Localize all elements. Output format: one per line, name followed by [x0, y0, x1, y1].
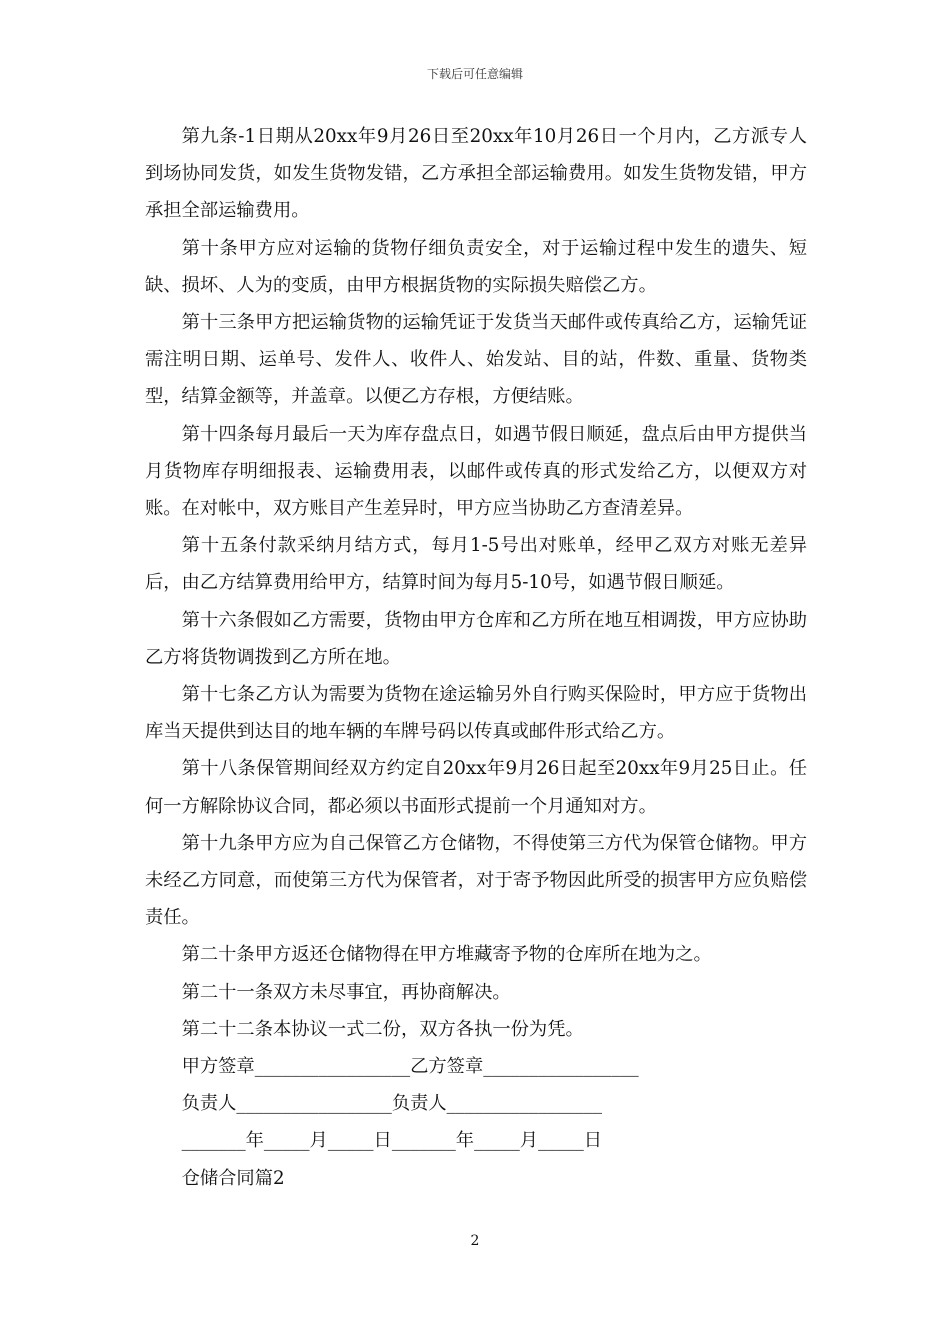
article-13: 第十三条甲方把运输货物的运输凭证于发货当天邮件或传真给乙方，运输凭证需注明日期、运单号、发件人、收件人、始发站、目的站，件数、重量、货物类型，结算金额等，并盖章。以便乙方存根，方便结账。: [145, 312, 807, 408]
article-18: 第十八条保管期间经双方约定自20xx年9月26日起至20xx年9月25日止。任何一方解除协议合同，都必须以书面形式提前一个月通知对方。: [145, 758, 807, 817]
article-16: 第十六条假如乙方需要，货物由甲方仓库和乙方所在地互相调拨，甲方应协助乙方将货物调拨到乙方所在地。: [145, 609, 807, 668]
article-19: 第十九条甲方应为自己保管乙方仓储物，不得使第三方代为保管仓储物。甲方未经乙方同意，而使第三方代为保管者，对于寄予物因此所受的损害甲方应负赔偿责任。: [145, 832, 807, 929]
page-number: 2: [470, 1233, 480, 1249]
section-title: 仓储合同篇2: [181, 1167, 285, 1189]
signature-responsible-line: 负责人_________________负责人_________________: [181, 1093, 603, 1115]
article-20: 第二十条甲方返还仓储物得在甲方堆藏寄予物的仓库所在地为之。: [181, 944, 712, 966]
document-body: [145, 118, 807, 1197]
article-9: 第九条-1日期从20xx年9月26日至20xx年10月26日一个月内，乙方派专人到场协同发货，如发生货物发错，乙方承担全部运输费用。如发生货物发错，甲方承担全部运输费用。: [145, 126, 807, 222]
article-21: 第二十一条双方未尽事宜，再协商解决。: [181, 981, 511, 1003]
article-14: 第十四条每月最后一天为库存盘点日，如遇节假日顺延，盘点后由甲方提供当月货物库存明细报表、运输费用表，以邮件或传真的形式发给乙方，以便双方对账。在对帐中，双方账目产生差异时，甲方应当协助乙方查清差异。: [145, 423, 807, 520]
page-header: 下载后可任意编辑: [426, 67, 523, 81]
article-10: 第十条甲方应对运输的货物仔细负责安全，对于运输过程中发生的遗失、短缺、损坏、人为的变质，由甲方根据货物的实际损失赔偿乙方。: [145, 237, 807, 296]
signature-date-line: _______年_____月_____日_______年_____月_____日: [181, 1130, 603, 1152]
article-22: 第二十二条本协议一式二份，双方各执一份为凭。: [181, 1018, 584, 1040]
signature-seal-line: 甲方签章_________________乙方签章_________________: [181, 1056, 639, 1078]
article-15: 第十五条付款采纳月结方式，每月1-5号出对账单，经甲乙双方对账无差异后，由乙方结算费用给甲方，结算时间为每月5-10号，如遇节假日顺延。: [145, 535, 807, 594]
article-17: 第十七条乙方认为需要为货物在途运输另外自行购买保险时，甲方应于货物出库当天提供到达目的地车辆的车牌号码以传真或邮件形式给乙方。: [145, 684, 807, 743]
